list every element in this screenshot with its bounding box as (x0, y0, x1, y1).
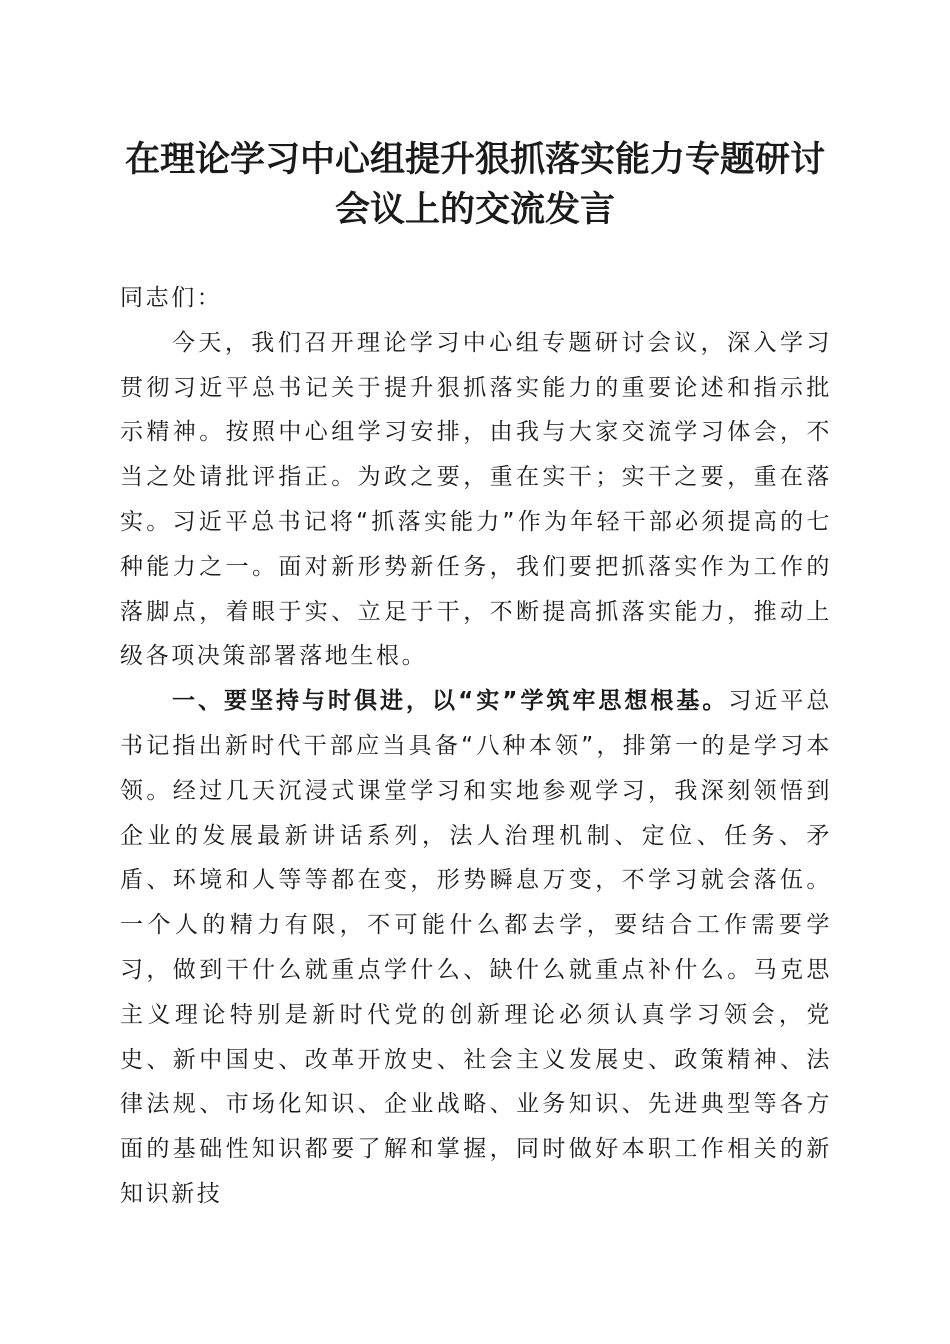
title-line-1: 在理论学习中心组提升狠抓落实能力专题研讨 (124, 139, 825, 180)
salutation: 同志们： (120, 285, 223, 311)
section-1-heading: 一、要坚持与时俱进，以“实”学筑牢思想根基。 (172, 688, 729, 715)
section-1-text: 习近平总书记指出新时代干部应当具备“八种本领”，排第一的是学习本领。经过几天沉浸式课堂学习和实地参观学习，我深刻领悟到企业的发展最新讲话系列，法人治理机制、定位、任务、矛盾、环境和人等等都在变，形势瞬息万变，不学习就会落伍。一个人的精力有限，不可能什么都去学，要结合工作需要学习，做到干什么就重点学什么、缺什么就重点补什么。马克思主义理论特别是新时代党的创新理论必须认真学习领会，党史、新中国史、改革开放史、社会主义发展史、政策精神、法律法规、市场化知识、企业战略、业务知识、先进典型等各方面的基础性知识都要了解和掌握，同时做好本职工作相关的新知识新技 (120, 688, 832, 1207)
section-1-paragraph (120, 679, 832, 1217)
title-line-2: 会议上的交流发言 (334, 189, 615, 230)
intro-paragraph: 今天，我们召开理论学习中心组专题研讨会议，深入学习贯彻习近平总书记关于提升狠抓落实能力的重要论述和指示批示精神。按照中心组学习安排，由我与大家交流学习体会，不当之处请批评指正。为政之要，重在实干；实干之要，重在落实。习近平总书记将“抓落实能力”作为年轻干部必须提高的七种能力之一。面对新形势新任务，我们要把抓落实作为工作的落脚点，着眼于实、立足于干，不断提高抓落实能力，推动上级各项决策部署落地生根。 (120, 329, 832, 670)
document-body (120, 276, 832, 1217)
document-title (100, 135, 850, 235)
